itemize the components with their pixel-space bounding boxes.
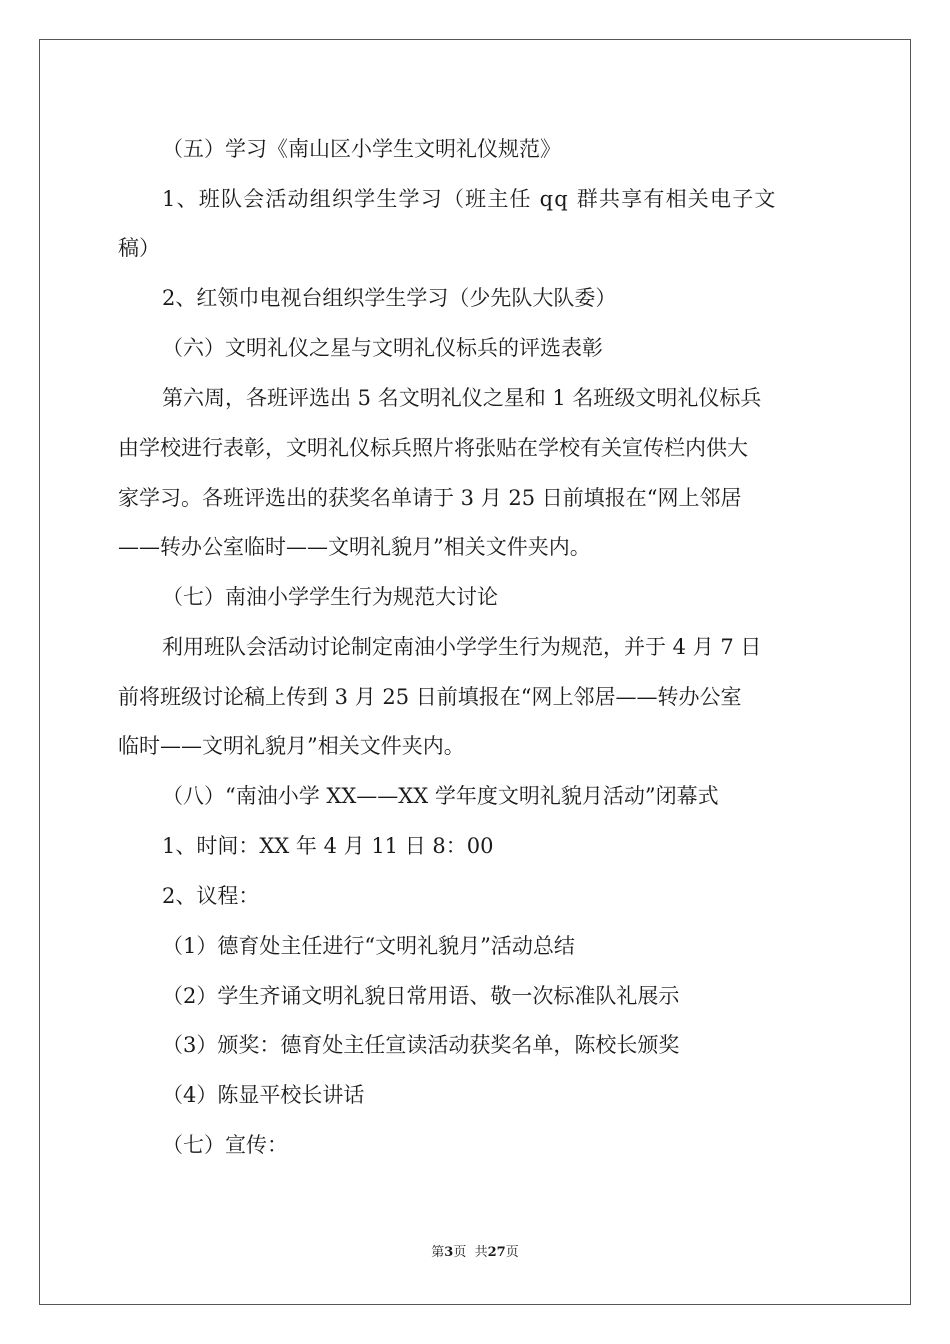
footer-prefix: 第 (431, 1245, 445, 1260)
paragraph-line: 1、班队会活动组织学生学习（班主任 qq 群共享有相关电子文 (162, 187, 777, 211)
page-border (39, 39, 911, 1305)
paragraph-line: 前将班级讨论稿上传到 3 月 25 日前填报在“网上邻居——转办公室 (118, 685, 742, 709)
agenda-time: 1、时间：XX 年 4 月 11 日 8：00 (162, 834, 494, 858)
agenda-item: （2）学生齐诵文明礼貌日常用语、敬一次标准队礼展示 (162, 984, 680, 1008)
section-heading-5: （五）学习《南山区小学生文明礼仪规范》 (162, 137, 561, 161)
section-heading-6: （六）文明礼仪之星与文明礼仪标兵的评选表彰 (162, 336, 603, 360)
footer-suffix: 页 (505, 1245, 519, 1260)
paragraph-line: 2、红领巾电视台组织学生学习（少先队大队委） (162, 286, 617, 310)
agenda-item: （3）颁奖：德育处主任宣读活动获奖名单，陈校长颁奖 (162, 1033, 680, 1057)
paragraph-line: 家学习。各班评选出的获奖名单请于 3 月 25 日前填报在“网上邻居 (118, 486, 742, 510)
agenda-item: （1）德育处主任进行“文明礼貌月”活动总结 (162, 934, 575, 958)
paragraph-line: 临时——文明礼貌月”相关文件夹内。 (118, 734, 465, 758)
paragraph-line: 稿） (118, 236, 160, 260)
section-heading-publicity: （七）宣传： (162, 1133, 288, 1157)
footer-total-pages: 27 (487, 1245, 506, 1260)
paragraph-line: 由学校进行表彰，文明礼仪标兵照片将张贴在学校有关宣传栏内供大 (118, 436, 748, 460)
footer-mid: 页 共 (453, 1245, 488, 1260)
paragraph-line: ——转办公室临时——文明礼貌月”相关文件夹内。 (118, 535, 591, 559)
section-heading-8: （八）“南油小学 XX——XX 学年度文明礼貌月活动”闭幕式 (162, 784, 719, 808)
agenda-item: （4）陈显平校长讲话 (162, 1083, 365, 1107)
paragraph-line: 第六周，各班评选出 5 名文明礼仪之星和 1 名班级文明礼仪标兵 (162, 386, 762, 410)
agenda-heading: 2、议程： (162, 884, 260, 908)
paragraph-line: 利用班队会活动讨论制定南油小学学生行为规范，并于 4 月 7 日 (162, 635, 762, 659)
footer-current-page: 3 (444, 1245, 454, 1260)
page-footer (0, 1244, 950, 1262)
section-heading-7: （七）南油小学学生行为规范大讨论 (162, 585, 498, 609)
